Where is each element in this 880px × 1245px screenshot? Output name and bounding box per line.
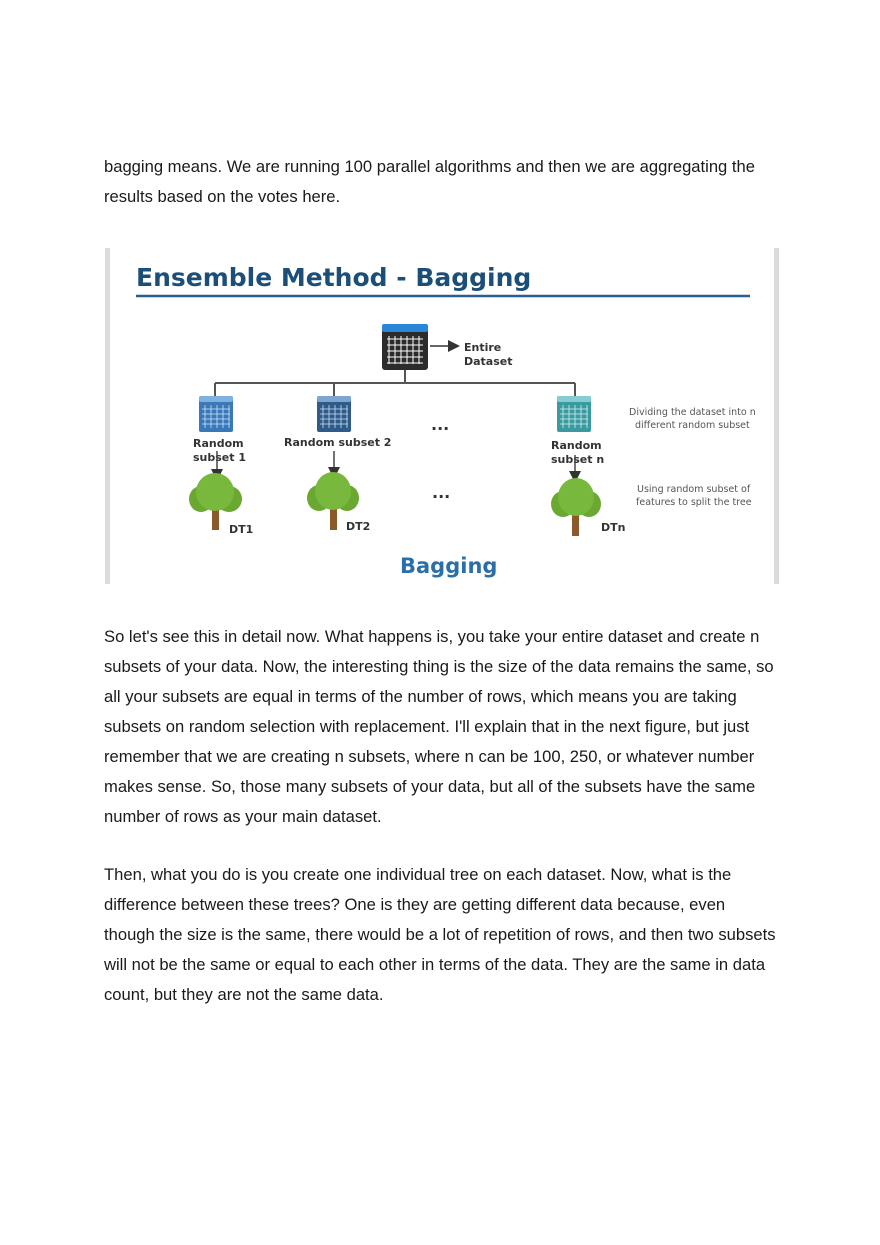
subset-1-icon xyxy=(199,396,233,432)
subset-n-label-line1: Random xyxy=(551,439,602,452)
trees-ellipsis: ... xyxy=(432,483,451,502)
note-dividing-line1: Dividing the dataset into n xyxy=(629,407,756,418)
tree-n-icon xyxy=(551,478,601,536)
split-connectors xyxy=(215,370,575,396)
entire-dataset-label-line1: Entire xyxy=(464,341,502,354)
note-dividing-line2: different random subset xyxy=(635,420,750,431)
subset-1-label-line1: Random xyxy=(193,437,244,450)
paragraph-detail: So let's see this in detail now. What happens is, you take your entire dataset and create n subsets of your data. Now, the interesting thing is the size of the data remains the same, so all your subsets are equal in terms of the number of rows, which means you are taking subsets on random selection with replacement. I'll explain that in the next figure, but just remember that we are creating n subsets, where n can be 100, 250, or whatever number makes sense. So, those many subsets of your data, but all of the subsets have the same number of rows as your main dataset. xyxy=(104,627,774,826)
entire-dataset-icon xyxy=(382,324,428,370)
tree-2-label: DT2 xyxy=(346,520,371,533)
entire-dataset-label-line2: Dataset xyxy=(464,355,513,368)
subsets-ellipsis: ... xyxy=(431,415,450,434)
subset-n-icon xyxy=(557,396,591,432)
subset-n-label-line2: subset n xyxy=(551,453,605,466)
note-features-line1: Using random subset of xyxy=(637,484,751,495)
paragraph-trees: Then, what you do is you create one individual tree on each dataset. Now, what is the difference between these trees? One is they are getting different data because, even though the size is the same, there would be a lot of repetition of rows, and then two subsets will not be the same or equal to each other in terms of the data. They are the same in data count, but they are not the same data. xyxy=(104,865,776,1004)
tree-1-label: DT1 xyxy=(229,523,254,536)
figure-caption: Bagging xyxy=(400,554,498,578)
tree-n-label: DTn xyxy=(601,521,626,534)
subset-to-tree-arrows xyxy=(217,451,575,480)
bagging-figure xyxy=(105,248,779,584)
subset-1-label-line2: subset 1 xyxy=(193,451,247,464)
paragraph-intro: bagging means. We are running 100 parallel algorithms and then we are aggregating the results based on the votes here. xyxy=(104,157,755,206)
figure-title: Ensemble Method - Bagging xyxy=(136,263,532,292)
note-features-line2: features to split the tree xyxy=(636,497,752,508)
tree-1-icon xyxy=(189,473,242,530)
subset-2-label: Random subset 2 xyxy=(284,436,392,449)
subset-2-icon xyxy=(317,396,351,432)
bagging-diagram xyxy=(105,248,779,584)
